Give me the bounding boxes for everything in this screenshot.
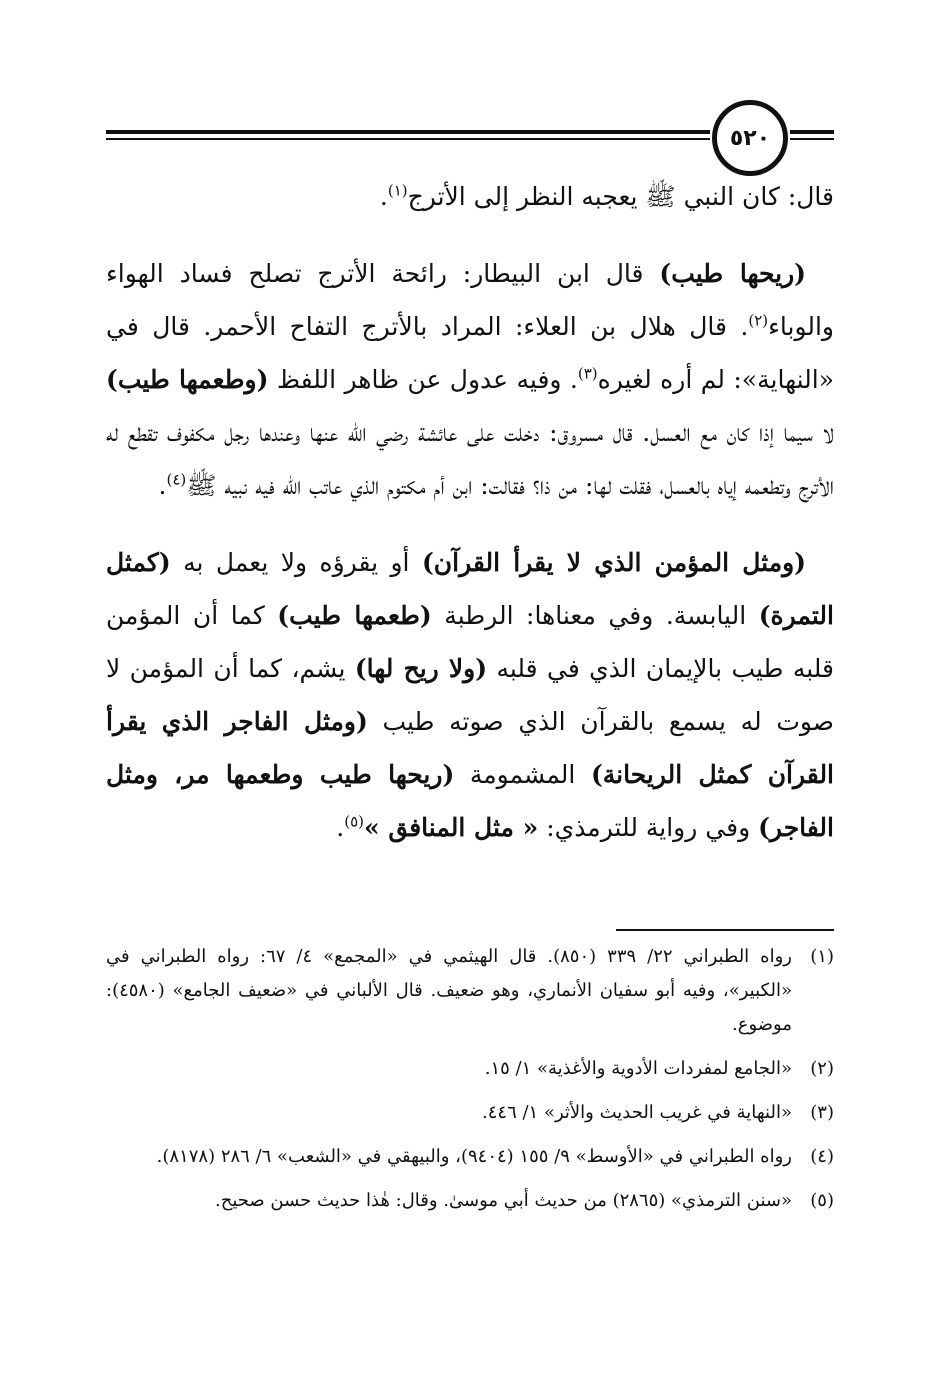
footnote-number: (١) [810, 946, 834, 967]
bold-phrase: (ومثل الفاجر الذي يقرأ القرآن كمثل الريحانة) [106, 707, 835, 789]
header-rule-right-thin [790, 138, 834, 140]
footnote-number: (٤) [810, 1146, 834, 1167]
paragraph-2 [106, 247, 834, 512]
footnote [106, 1096, 834, 1130]
header-rule-right-thick [790, 130, 834, 134]
footnote-ref[interactable]: (٢) [748, 311, 769, 330]
footnote-text: «النهاية في غريب الحديث والأثر» ١/ ٤٤٦. [482, 1102, 792, 1123]
text: لا سيما إذا كان مع العسل. قال مسروق: دخلت على عائشة رضي الله عنها وعندها رجل مكفوف تقطع له الأترج وتطعمه إياه بالعسل، فقلت لها: من ذا؟ فقالت: ابن أم مكتوم الذي عاتب الله فيه نبيه ﷺ [106, 418, 834, 500]
text: قال ابن البيطار: رائحة الأترج تصلح فساد الهواء والوباء [106, 259, 834, 341]
bold-phrase: (كمثل التمرة) [106, 548, 834, 630]
footnote-text: «الجامع لمفردات الأدوية والأغذية» ١/ ١٥. [484, 1058, 792, 1079]
bold-phrase: (طعمها طيب) [277, 601, 432, 630]
bold-phrase: (ريحها طيب وطعمها مر، ومثل الفاجر) [106, 760, 834, 842]
footnote [106, 1184, 834, 1218]
footnote-number: (٢) [810, 1058, 834, 1079]
footnote-number: (٣) [810, 1102, 834, 1123]
bold-phrase: (وطعمها طيب) [106, 365, 269, 394]
text: كما أن المؤمن قلبه طيب بالإيمان الذي في قلبه [106, 601, 835, 683]
footnote-ref[interactable]: (١) [387, 181, 408, 200]
text: . قال هلال بن العلاء: المراد بالأترج التفاح الأحمر. قال في «النهاية»: لم أره لغيره [106, 312, 834, 394]
text: قال: كان النبي ﷺ يعجبه النظر إلى الأترج [407, 182, 834, 211]
text: وفي رواية للترمذي: [538, 813, 759, 842]
paragraph-1 [106, 170, 834, 223]
bold-phrase: « مثل المنافق » [364, 813, 539, 842]
footnote-ref[interactable]: (٥) [344, 812, 365, 831]
paragraph-3 [106, 536, 834, 854]
footnote-ref[interactable]: (٤) [166, 470, 187, 489]
footnote-text: «سنن الترمذي» (٢٨٦٥) من حديث أبي موسىٰ. وقال: هٰذا حديث حسن صحيح. [215, 1190, 792, 1211]
footnote-text: رواه الطبراني في «الأوسط» ٩/ ١٥٥ (٩٤٠٤)، والبيهقي في «الشعب» ٦/ ٢٨٦ (٨١٧٨). [156, 1146, 792, 1167]
footnote-text: رواه الطبراني ٢٢/ ٣٣٩ (٨٥٠). قال الهيثمي في «المجمع» ٤/ ٦٧: رواه الطبراني في «الكبير»، وفيه أبو سفيان الأنماري، وهو ضعيف. قال الألباني في «ضعيف الجامع» (٤٥٨٠): موضوع. [106, 946, 792, 1035]
footnote [106, 1140, 834, 1174]
header-rule-thick [106, 130, 710, 134]
bold-phrase: (ولا ريح لها) [354, 654, 488, 683]
bold-phrase: (ومثل المؤمن الذي لا يقرأ القرآن) [421, 548, 806, 577]
footnote [106, 1052, 834, 1086]
footnote-separator [616, 929, 834, 931]
text: . [158, 471, 167, 500]
text: اليابسة. وفي معناها: الرطبة [431, 601, 759, 630]
text: . وفيه عدول عن ظاهر اللفظ [268, 365, 578, 394]
text: . [379, 182, 388, 211]
text: المشمومة [454, 760, 591, 789]
footnote [106, 940, 834, 1042]
page-number: ٥٢٠ [712, 100, 788, 176]
text: يشم، كما أن المؤمن لا صوت له يسمع بالقرآن الذي صوته طيب [106, 654, 834, 736]
main-text [106, 170, 834, 854]
bold-phrase: (ريحها طيب) [659, 259, 806, 288]
text: . [336, 813, 345, 842]
footnote-number: (٥) [810, 1190, 834, 1211]
footnote-ref[interactable]: (٣) [577, 364, 598, 383]
text: أو يقرؤه ولا يعمل به [170, 548, 422, 577]
header-rule-thin [106, 138, 710, 140]
footnotes [106, 940, 834, 1228]
